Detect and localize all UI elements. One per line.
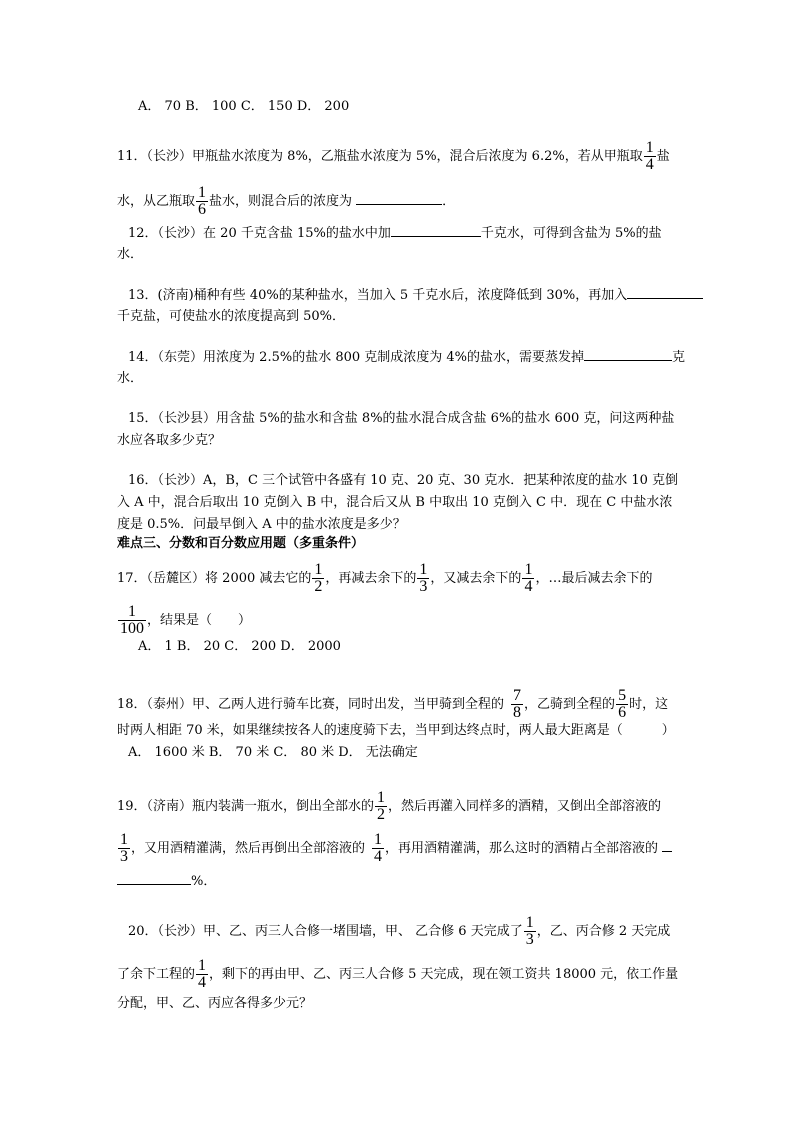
fraction: $\frac{7}{8}$ [513, 687, 522, 721]
q14-line1: 14．（东莞）用浓度为 2.5%的盐水 800 克制成浓度为 4%的盐水，需要蒸发掉 克 [128, 350, 686, 365]
fraction: $\frac{1}{3}$ [419, 561, 428, 595]
q16-line2: 入 A 中，混合后取出 10 克倒入 B 中，混合后又从 B 中取出 10 克倒入 C 中．现在 C 中盐水浓 [117, 495, 673, 510]
q15-line2: 水应各取多少克？ [117, 433, 222, 448]
q10-options: A． 70 B． 100 C． 150 D． 200 [138, 99, 350, 114]
answer-blank[interactable] [584, 348, 672, 361]
fraction: $\frac{1}{4}$ [524, 561, 533, 595]
fraction: $\frac{1}{4}$ [645, 139, 654, 173]
fraction: $\frac{1}{6}$ [198, 184, 207, 218]
fraction: $\frac{1}{2}$ [377, 789, 386, 823]
q18-options: A． 1600 米 B． 70 米 C． 80 米 D． 无法确定 [128, 745, 418, 760]
q20-line1: 20．（长沙）甲、乙、丙三人合修一堵围墙，甲、 乙合修 6 天完成了 $\frac{1}{3}$ ，乙、丙合修 2 天完成 [128, 914, 671, 948]
q16-line1: 16．（长沙）A，B，C 三个试管中各盛有 10 克、20 克、30 克水．把某种浓度的盐水 10 克倒 [128, 473, 679, 488]
section-heading: 难点三、分数和百分数应用题（多重条件） [117, 536, 365, 551]
q18-line2: 时两人相距 70 米，如果继续按各人的速度骑下去，当甲到达终点时，两人最大距离是（ ） [117, 723, 675, 738]
q13-line2: 千克盐，可使盐水的浓度提高到 50%． [117, 309, 346, 324]
answer-blank[interactable] [117, 872, 191, 885]
q19-line1: 19．（济南）瓶内装满一瓶水，倒出全部水的 $\frac{1}{2}$ ，然后再灌入同样多的酒精，又倒出全部溶液的 [117, 789, 662, 823]
q18-line1: 18．（泰州）甲、乙两人进行骑车比赛，同时出发，当甲骑到全程的 $\frac{7}{8}$ ，乙骑到全程的 $\frac{5}{6}$ 时，这 [117, 687, 669, 721]
q14-line2: 水． [117, 371, 144, 386]
q17-line2: $\frac{1}{100}$ ，结果是（ ） [120, 603, 252, 637]
q17-options: A． 1 B． 20 C． 200 D． 2000 [138, 639, 341, 654]
q19-line2: $\frac{1}{3}$ ，又用酒精灌满，然后再倒出全部溶液的 $\frac{1}{4}$ ，再用酒精灌满，那么这时的酒精占全部溶液的 [117, 832, 672, 865]
fraction: $\frac{1}{4}$ [198, 957, 207, 991]
answer-blank[interactable] [356, 192, 442, 205]
q11-line1: 11．（长沙）甲瓶盐水浓度为 8%，乙瓶盐水浓度为 5%，混合后浓度为 6.2%，若从甲瓶取 $\frac{1}{4}$ 盐 [117, 139, 670, 173]
q16-line3: 度是 0.5%．问最早倒入 A 中的盐水浓度是多少？ [117, 517, 406, 532]
q20-line2: 了余下工程的 $\frac{1}{4}$ ，剩下的再由甲、乙、丙三人合修 5 天完成，现在领工资共 18000 元，依工作量 [117, 957, 679, 991]
q11-line2: 水，从乙瓶取 $\frac{1}{6}$ 盐水，则混合后的浓度为 ． [117, 184, 456, 218]
q17-line1: 17．（岳麓区）将 2000 减去它的 $\frac{1}{2}$ ，再减去余下的 $\frac{1}{3}$ ，又减去余下的 $\frac{1}{4}$ ，…最后减去余下的 [117, 561, 653, 595]
q19-line3: %． [117, 872, 216, 891]
q13-line1: 13．(济南)桶种有些 40%的某种盐水，当加入 5 千克水后，浓度降低到 30%，再加入 [128, 286, 703, 305]
answer-blank[interactable] [662, 839, 672, 852]
fraction: $\frac{1}{100}$ [120, 603, 144, 637]
fraction: $\frac{1}{2}$ [314, 561, 323, 595]
fraction: $\frac{1}{3}$ [525, 914, 534, 948]
fraction: $\frac{1}{3}$ [120, 831, 128, 865]
fraction: $\frac{1}{4}$ [374, 831, 383, 865]
answer-blank[interactable] [391, 224, 481, 237]
answer-blank[interactable] [627, 286, 703, 299]
q15-line1: 15．（长沙县）用含盐 5%的盐水和含盐 8%的盐水混合成含盐 6%的盐水 600 克，问这两种盐 [128, 411, 675, 426]
q20-line3: 分配，甲、乙、丙应各得多少元？ [117, 996, 313, 1011]
q12-line2: 水． [117, 247, 144, 262]
q12-line1: 12．（长沙）在 20 千克含盐 15%的盐水中加 千克水，可得到含盐为 5%的盐 [128, 226, 662, 241]
fraction: $\frac{5}{6}$ [618, 687, 627, 721]
